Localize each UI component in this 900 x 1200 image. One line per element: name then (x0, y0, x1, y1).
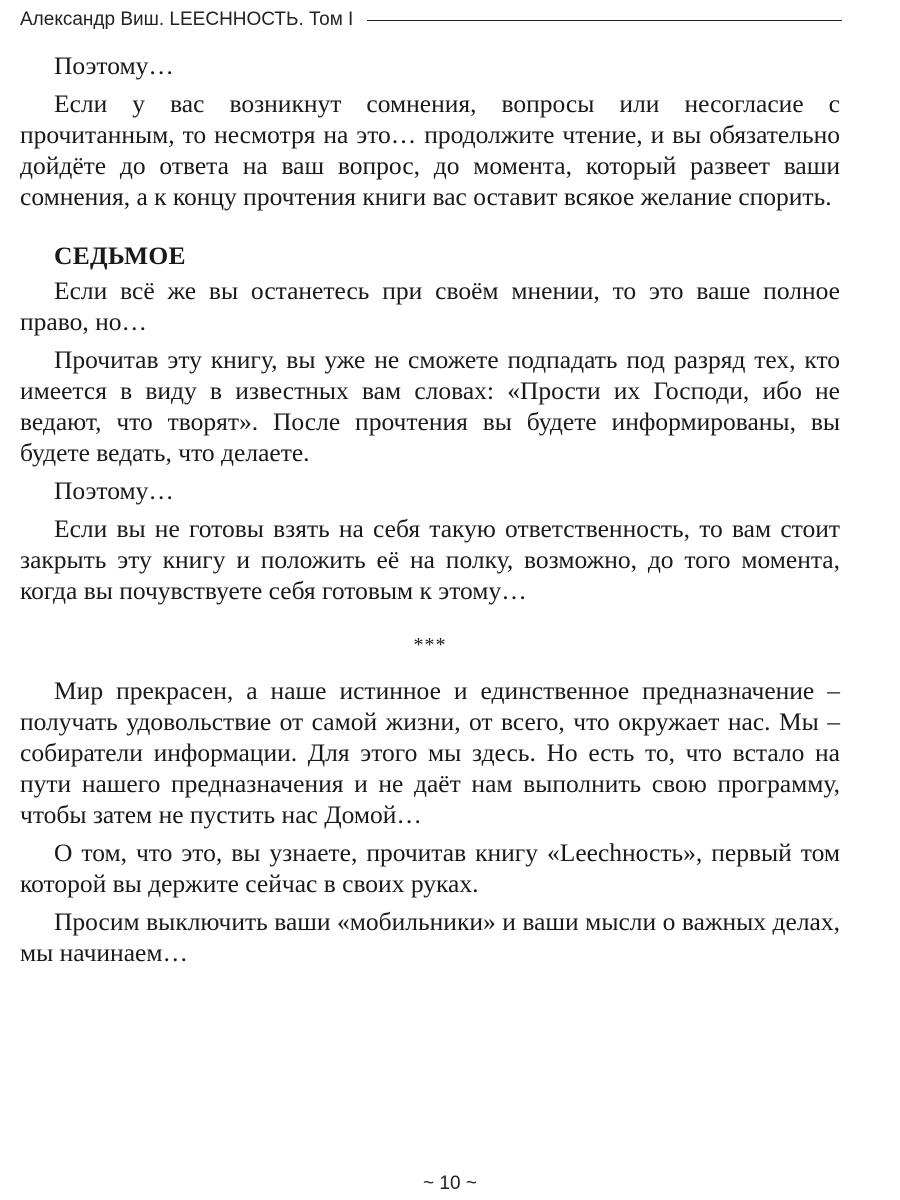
paragraph: Просим выключить ваши «мобильники» и ваши мысли о важных делах, мы начинаем… (20, 907, 840, 967)
paragraph: Если вы не готовы взять на себя такую ответственность, то вам стоит закрыть эту книгу и положить её на полку, возможно, до того момента, когда вы почувствуете себя готовым к этому… (20, 514, 840, 605)
paragraph: Если у вас возникнут сомнения, вопросы или несогласие с прочитанным, то несмотря на это… продолжите чтение, и вы обязательно дойдёте до ответа на ваш вопрос, до момента, который развеет ваши сомнения, а к концу прочтения книги вас оставит всякое желание спорить. (20, 89, 840, 211)
paragraph: Поэтому… (54, 51, 174, 80)
page-number: ~ 10 ~ (423, 1173, 477, 1194)
paragraph: Если всё же вы останетесь при своём мнении, то это ваше полное право, но… (20, 276, 840, 336)
section-heading: СЕДЬМОЕ (54, 241, 186, 270)
running-title: Александр Виш. LEECHНОСТЬ. Том I (20, 9, 354, 30)
section-separator: *** (413, 634, 447, 656)
page-body (20, 44, 840, 975)
header-rule (367, 20, 842, 21)
running-header (20, 5, 842, 35)
paragraph: Мир прекрасен, а наше истинное и единственное предназначение – получать удовольствие от самой жизни, от всего, что окружает нас. Мы – собиратели информации. Для этого мы здесь. Но есть то, что встало на пути нашего предназначения и не даёт нам выполнить свою программу, чтобы затем не пустить нас Домой… (20, 676, 840, 829)
paragraph: Поэтому… (54, 476, 174, 505)
paragraph: О том, что это, вы узнаете, прочитав книгу «Leechность», первый том которой вы держите сейчас в своих руках. (20, 838, 840, 898)
paragraph: Прочитав эту книгу, вы уже не сможете подпадать под разряд тех, кто имеется в виду в известных вам словах: «Прости их Господи, ибо не ведают, что творят». После прочтения вы будете информированы, вы будете ведать, что делаете. (20, 345, 840, 467)
